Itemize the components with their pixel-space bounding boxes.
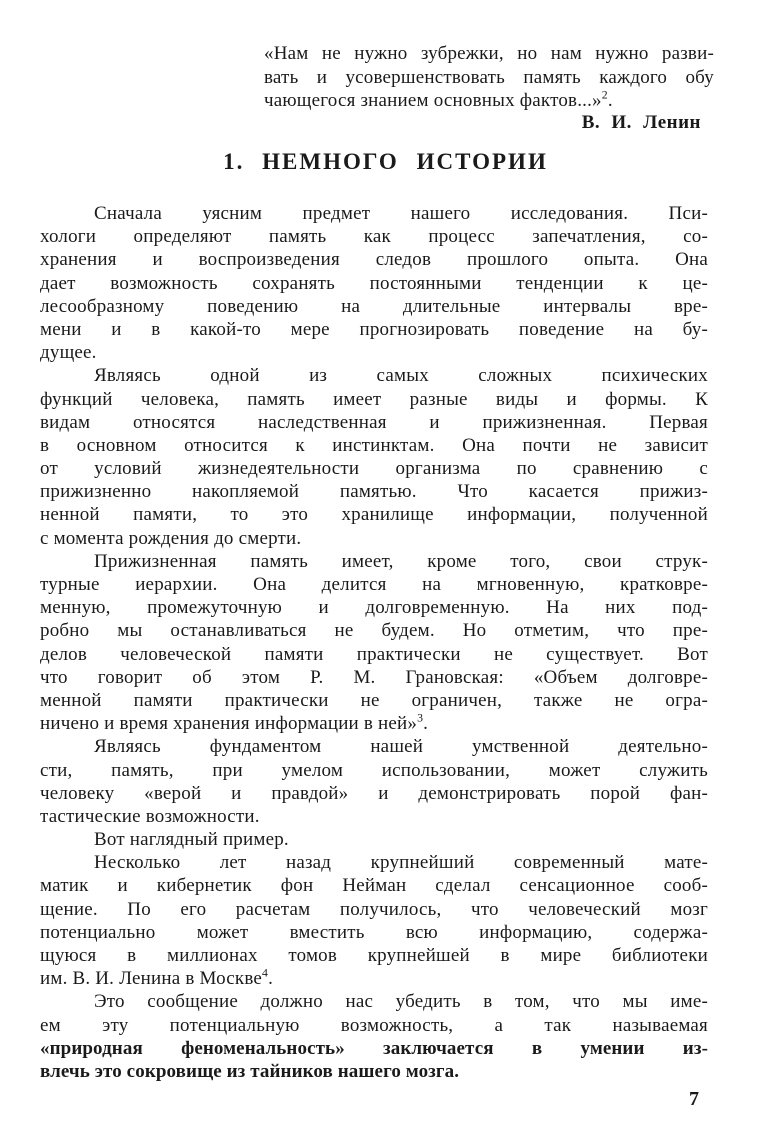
body-line: от условий жизнедеятельности организма по сравнению с [40,458,708,480]
body-line: ничено и время хранения информации в ней»$^3$. [40,711,429,735]
body-line: человеку «верой и правдой» и демонстрировать порой фан- [40,782,708,804]
body-line: ем эту потенциальную возможность, а так называемая [40,1014,708,1036]
body-line: хологи определяют память как процесс запечатления, со- [40,226,708,248]
body-text [40,202,708,1083]
body-line: делов человеческой памяти практически не существует. Вот [40,643,708,665]
epigraph-attribution: В. И. Ленин [581,112,701,133]
body-line: менной памяти практически не ограничен, также не огра- [40,689,708,711]
body-paragraph [40,550,708,736]
body-paragraph [40,851,708,990]
body-line: им. В. И. Ленина в Москве$^4$. [40,966,274,990]
body-line: в основном относится к инстинктам. Она почти не зависит [40,434,708,456]
body-line: дущее. [40,342,97,364]
body-line: «природная феноменальность» заключается в умении из- [40,1037,708,1059]
body-line: что говорит об этом Р. М. Грановская: «Объем долговре- [40,666,708,688]
body-paragraph [40,735,708,828]
body-line: Вот наглядный пример. [94,829,289,851]
body-line: менную, промежуточную и долговременную. На них под- [40,597,708,619]
body-line: щение. По его расчетам получилось, что человеческий мозг [40,898,708,920]
epigraph-line: «Нам не нужно зубрежки, но нам нужно разви- [264,43,714,64]
body-line: ненной памяти, то это хранилище информации, полученной [40,504,708,526]
body-line: влечь это сокровище из тайников нашего мозга. [40,1060,460,1082]
body-line: Прижизненная память имеет, кроме того, свои струк- [94,550,708,572]
epigraph-line: вать и усовершенствовать память каждого обу [264,66,714,88]
body-paragraph [40,364,708,550]
body-line: потенциально может вместить всю информацию, содержа- [40,921,708,943]
body-paragraph [40,990,708,1083]
body-line: турные иерархии. Она делится на мгновенную, кратковре- [40,574,708,595]
body-line: видам относятся наследственная и прижизненная. Первая [40,411,708,433]
body-line: хранения и воспроизведения следов прошлого опыта. Она [40,249,708,271]
body-line: с момента рождения до смерти. [40,527,302,549]
epigraph-quote [264,42,714,113]
chapter-heading: 1. НЕМНОГО ИСТОРИИ [223,149,548,174]
body-line: щуюся в миллионах томов крупнейшей в мире библиотеки [40,945,708,966]
body-paragraph [40,202,708,364]
body-line: прижизненно накопляемой памятью. Что касается прижиз- [40,481,708,503]
body-line: сти, память, при умелом использовании, может служить [40,759,708,781]
body-line: Сначала уясним предмет нашего исследования. Пси- [94,203,708,224]
body-line: Являясь одной из самых сложных психических [94,365,708,387]
page-number: 7 [689,1088,699,1110]
body-line: Являясь фундаментом нашей умственной деятельно- [94,736,708,758]
body-line: мени и в какой-то мере прогнозировать поведение на бу- [40,318,708,340]
body-line: дает возможность сохранять постоянными тенденции к це- [40,272,708,294]
body-line: лесообразному поведению на длительные интервалы вре- [40,295,708,317]
body-line: Это сообщение должно нас убедить в том, что мы име- [94,991,708,1013]
body-line: функций человека, память имеет разные виды и формы. К [40,388,708,410]
body-line: Несколько лет назад крупнейший современный мате- [94,852,708,874]
body-paragraph [40,828,708,851]
epigraph-line: чающегося знанием основных фактов...»$^2$. [264,88,613,111]
body-line: матик и кибернетик фон Нейман сделал сенсационное сооб- [40,875,708,897]
body-line: робно мы останавливаться не будем. Но отметим, что пре- [40,620,708,642]
body-line: тастические возможности. [40,805,260,827]
